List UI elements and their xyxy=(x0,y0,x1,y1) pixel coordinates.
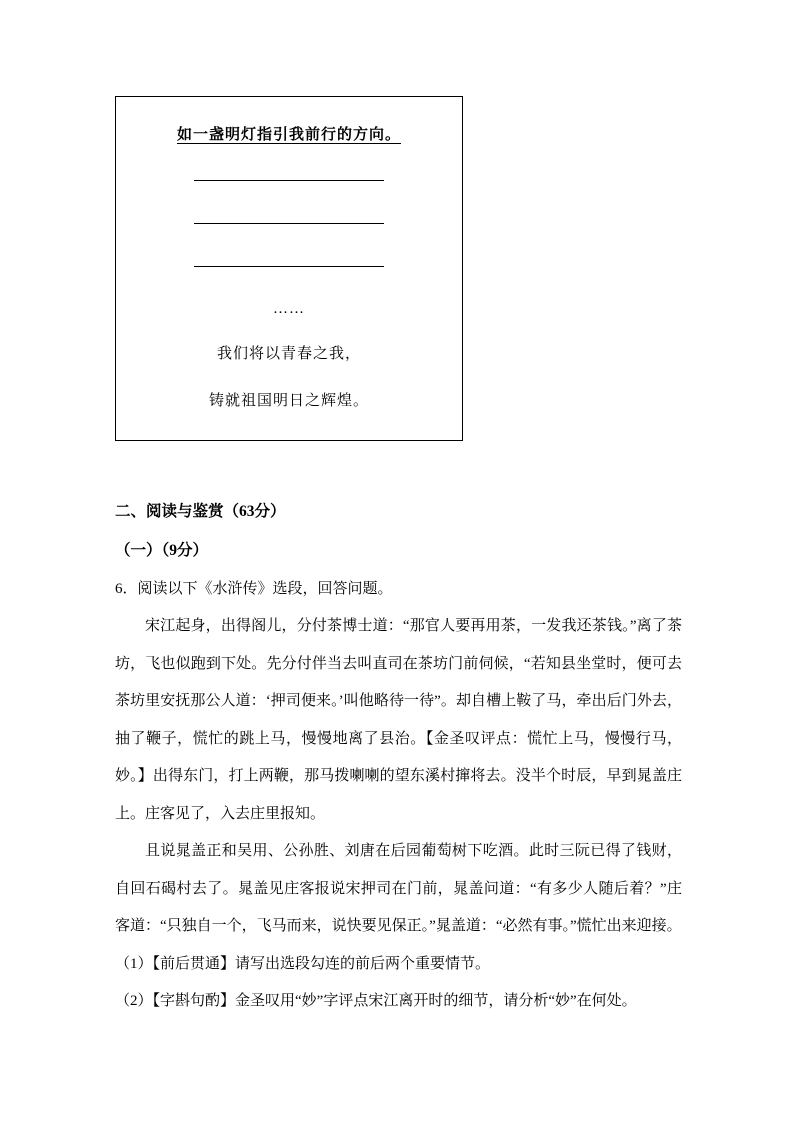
poem-closing-line-2: 铸就祖国明日之辉煌。 xyxy=(208,393,369,409)
poem-underlined-line: 如一盏明灯指引我前行的方向。 xyxy=(176,127,401,143)
blank-answer-line-2 xyxy=(194,223,384,224)
sub-question-1: （1）【前后贯通】请写出选段勾连的前后两个重要情节。 xyxy=(115,955,491,972)
ellipsis-line: …… xyxy=(273,301,305,317)
subsection-heading: （一）（9分） xyxy=(115,541,209,559)
section-heading: 二、阅读与鉴赏（63分） xyxy=(115,503,286,520)
passage-paragraph-1: 宋江起身，出得阁儿，分付茶博士道：“那官人要再用茶，一发我还茶钱。”离了茶坊，飞也似跑到下处。先分付伴当去叫直司在茶坊门前伺候，“若知县坐堂时，便可去茶坊里安抚那公人道：‘押司便来。’叫他略待一待”。却自槽上鞍了马，牵出后门外去，抽了鞭子，慌忙的跳上马，慢慢地离了县治。【金圣叹评点：慌忙上马，慢慢行马，妙。】出得东门，打上两鞭，那马拨喇喇的望东溪村撺将去。没半个时辰，早到晁盖庄上。庄客见了，入去庄里报知。 xyxy=(115,618,682,822)
poem-closing-line-1: 我们将以青春之我， xyxy=(216,346,361,362)
blank-answer-line-1 xyxy=(194,180,384,181)
sub-question-2: （2）【字斟句酌】金圣叹用“妙”字评点宋江离开时的细节，请分析“妙”在何处。 xyxy=(115,993,637,1009)
question-6-intro: 6．阅读以下《水浒传》选段，回答问题。 xyxy=(115,580,393,597)
passage-paragraph-2: 且说晁盖正和吴用、公孙胜、刘唐在后园葡萄树下吃酒。此时三阮已得了钱财，自回石碣村去了。晁盖见庄客报说宋押司在门前，晁盖问道：“有多少人随后着？”庄客道：“只独自一个，飞马而来，说快要见保正。”晁盖道：“必然有事。”慌忙出来迎接。 xyxy=(115,843,682,934)
blank-answer-line-3 xyxy=(194,266,384,267)
poem-box xyxy=(115,96,463,441)
